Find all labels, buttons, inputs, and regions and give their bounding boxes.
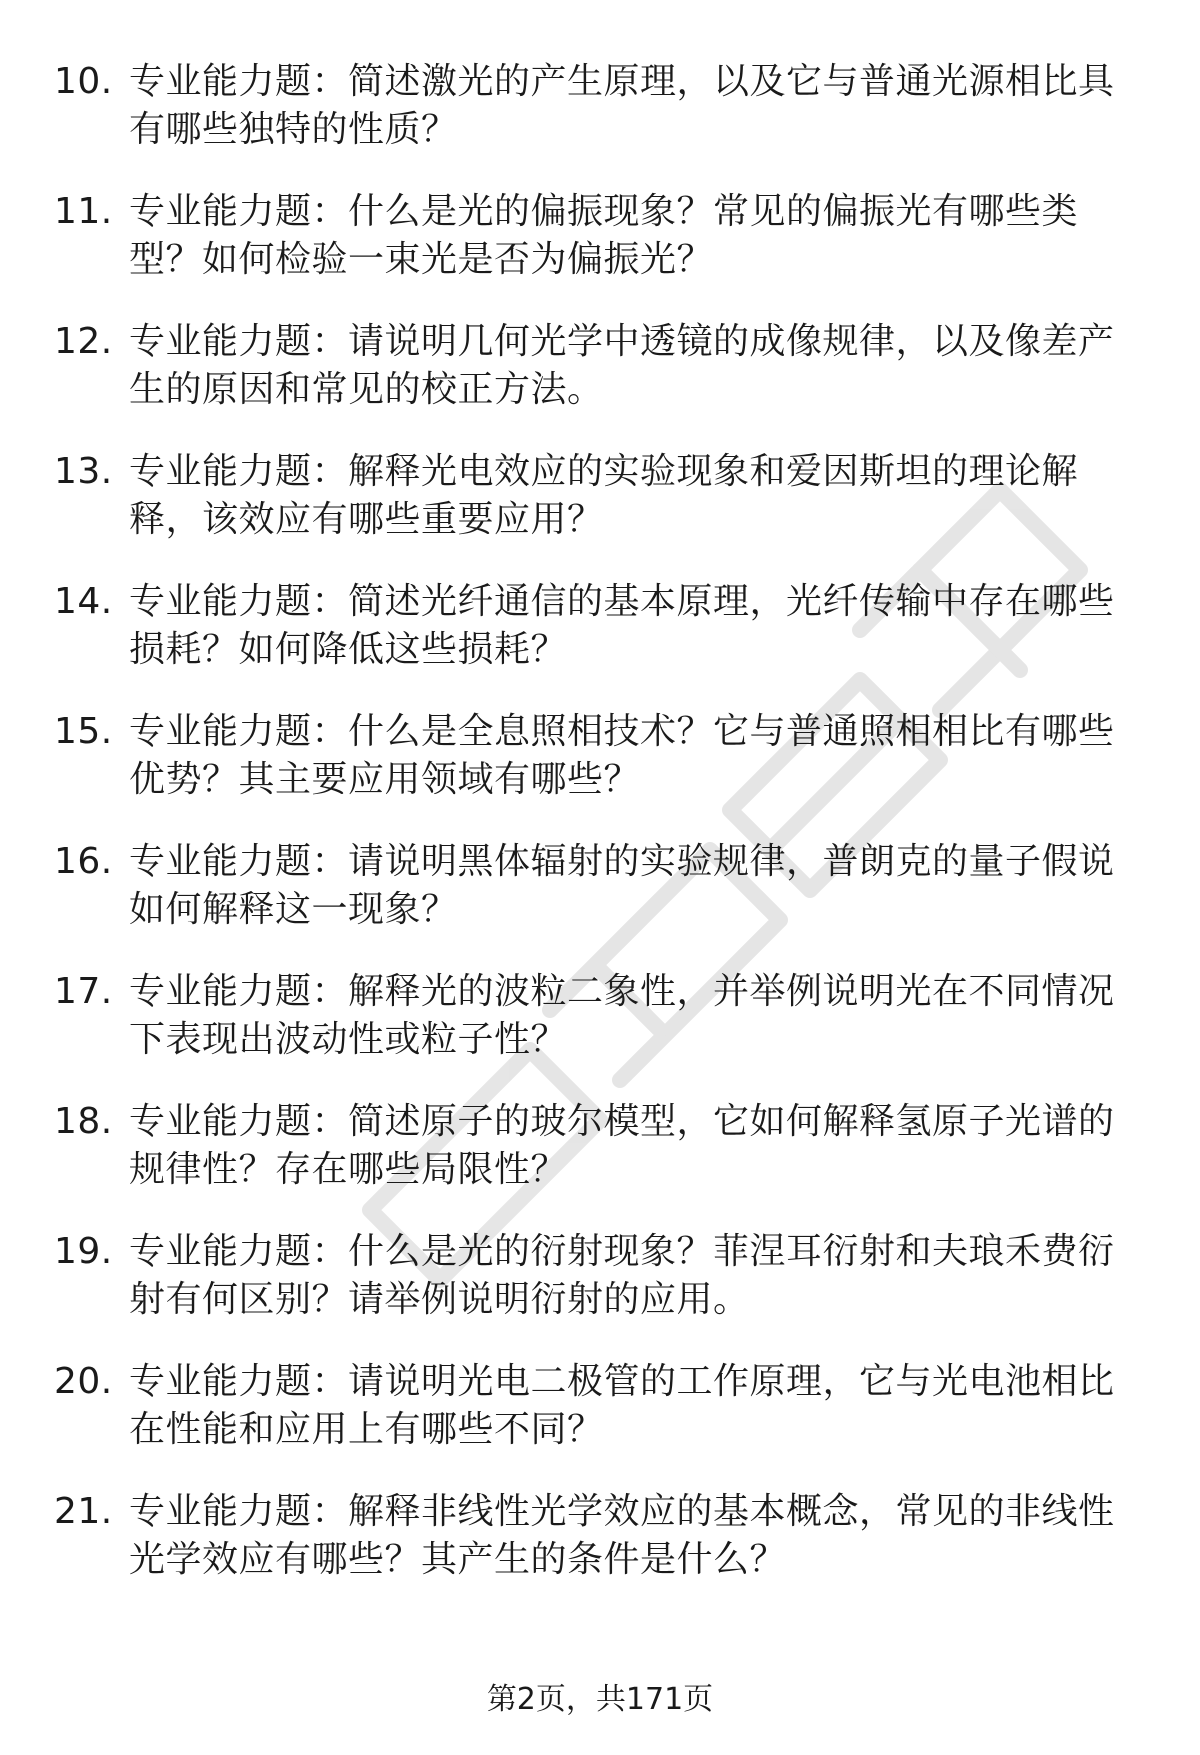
question-number: 12. (54, 321, 113, 362)
question-text: 专业能力题：请说明光电二极管的工作原理，它与光电池相比在性能和应用上有哪些不同？ (129, 1361, 1115, 1450)
question-text: 专业能力题：什么是全息照相技术？它与普通照相相比有哪些优势？其主要应用领域有哪些？ (129, 711, 1115, 800)
question-number: 15. (54, 711, 113, 752)
page-footer (0, 1680, 1200, 1720)
question-item-14 (54, 578, 1144, 674)
question-text: 专业能力题：什么是光的衍射现象？菲涅耳衍射和夫琅禾费衍射有何区别？请举例说明衍射的应用。 (129, 1231, 1115, 1320)
question-number: 18. (54, 1101, 113, 1142)
question-item-17 (54, 968, 1144, 1064)
question-text: 专业能力题：解释光的波粒二象性，并举例说明光在不同情况下表现出波动性或粒子性？ (129, 971, 1115, 1060)
question-item-10 (54, 58, 1144, 154)
question-number: 13. (54, 451, 113, 492)
question-item-16 (54, 838, 1144, 934)
question-number: 17. (54, 971, 113, 1012)
question-item-12 (54, 318, 1144, 414)
question-text: 专业能力题：解释非线性光学效应的基本概念，常见的非线性光学效应有哪些？其产生的条件是什么？ (129, 1491, 1115, 1580)
question-number: 10. (54, 61, 113, 102)
question-text: 专业能力题：简述光纤通信的基本原理，光纤传输中存在哪些损耗？如何降低这些损耗？ (129, 581, 1115, 670)
question-number: 16. (54, 841, 113, 882)
question-item-18 (54, 1098, 1144, 1194)
question-item-13 (54, 448, 1144, 544)
question-text: 专业能力题：请说明黑体辐射的实验规律，普朗克的量子假说如何解释这一现象？ (129, 841, 1115, 930)
question-text: 专业能力题：解释光电效应的实验现象和爱因斯坦的理论解释，该效应有哪些重要应用？ (129, 451, 1079, 540)
question-number: 21. (54, 1491, 113, 1532)
question-item-15 (54, 708, 1144, 804)
question-item-11 (54, 188, 1144, 284)
question-text: 专业能力题：什么是光的偏振现象？常见的偏振光有哪些类型？如何检验一束光是否为偏振光？ (129, 191, 1079, 280)
question-number: 19. (54, 1231, 113, 1272)
question-text: 专业能力题：简述原子的玻尔模型，它如何解释氢原子光谱的规律性？存在哪些局限性？ (129, 1101, 1115, 1190)
question-number: 20. (54, 1361, 113, 1402)
page-number-label: 第2页，共171页 (486, 1682, 714, 1717)
question-text: 专业能力题：简述激光的产生原理，以及它与普通光源相比具有哪些独特的性质？ (129, 61, 1115, 150)
question-item-19 (54, 1228, 1144, 1324)
question-number: 14. (54, 581, 113, 622)
question-item-20 (54, 1358, 1144, 1454)
question-text: 专业能力题：请说明几何光学中透镜的成像规律，以及像差产生的原因和常见的校正方法。 (129, 321, 1115, 410)
question-item-21 (54, 1488, 1144, 1584)
question-number: 11. (54, 191, 113, 232)
question-list (54, 58, 1144, 1618)
